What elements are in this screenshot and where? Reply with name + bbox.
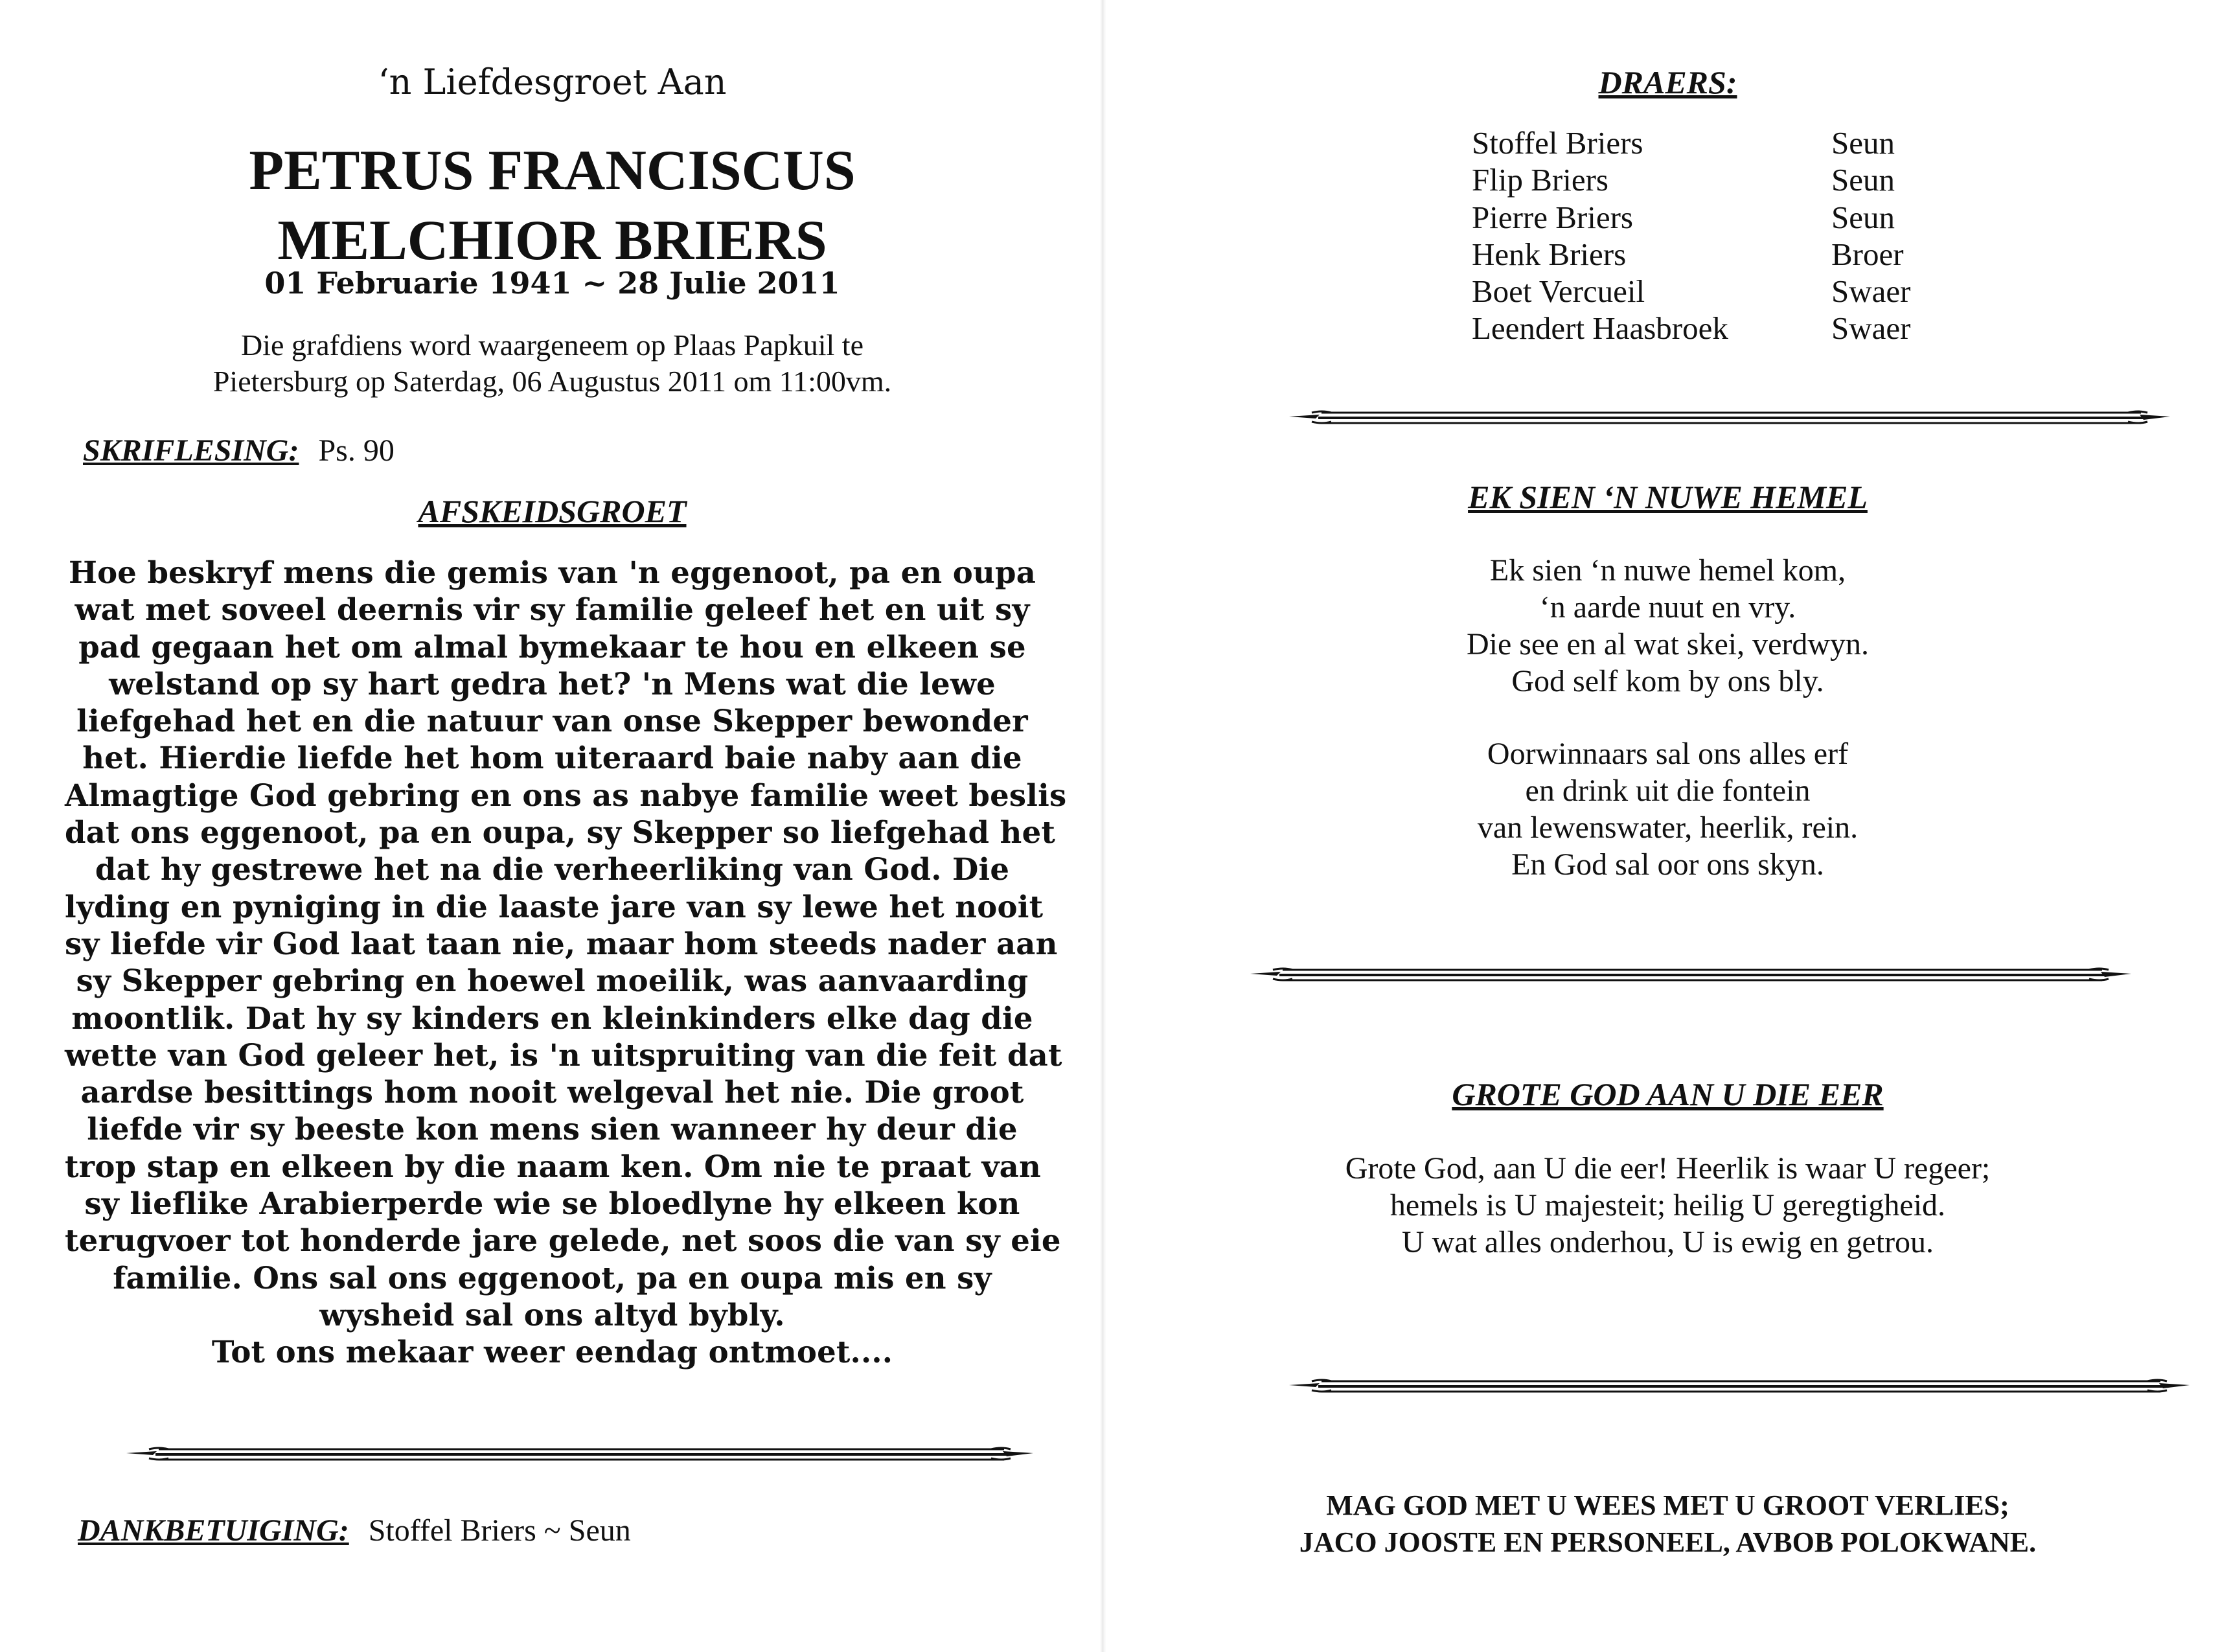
bearer-relation: Swaer <box>1831 310 1911 347</box>
bearer-row <box>1472 310 1910 347</box>
service-line-1: Die grafdiens word waargeneem op Plaas Papkuil te <box>240 328 864 361</box>
hymn1-line: God self kom by ons bly. <box>1511 664 1824 698</box>
tribute-line: liefde vir sy beeste kon mens sien wanneer hy deur die <box>87 1111 1018 1147</box>
ornament-divider-icon <box>1286 1367 2193 1406</box>
hymn2-line: U wat alles onderhou, U is ewig en getrou. <box>1401 1225 1934 1259</box>
hymn2-title: GROTE GOD AAN U DIE EER <box>1452 1076 1884 1112</box>
bearer-relation: Seun <box>1831 125 1895 161</box>
ornament-divider-icon <box>1247 956 2134 994</box>
tribute-line: wysheid sal ons altyd bybly. <box>319 1296 785 1333</box>
scripture-label: SKRIFLESING: <box>83 433 299 468</box>
bearer-name: Pierre Briers <box>1472 199 1633 235</box>
bearer-name: Stoffel Briers <box>1472 125 1643 161</box>
deceased-name <box>0 136 1104 276</box>
tribute-text <box>65 554 1067 1371</box>
life-dates: 01 Februarie 1941 ~ 28 Julie 2011 <box>264 266 840 301</box>
bearer-name: Henk Briers <box>1472 236 1627 272</box>
greeting-line: ‘n Liefdesgroet Aan <box>378 62 727 102</box>
tribute-line: aardse besittings hom nooit welgeval het nie. Die groot <box>80 1074 1024 1110</box>
tribute-line: familie. Ons sal ons eggenoot, pa en oupa mis en sy <box>113 1259 992 1296</box>
service-details <box>0 327 1104 400</box>
tribute-line: het. Hierdie liefde het hom uiteraard baie naby aan die <box>82 740 1022 776</box>
hymn2-text <box>1104 1150 2231 1261</box>
thanks-value: Stoffel Briers ~ Seun <box>368 1513 631 1548</box>
hymn1-title: EK SIEN ‘N NUWE HEMEL <box>1468 479 1868 515</box>
closing-message <box>1104 1487 2231 1561</box>
tribute-line: moontlik. Dat hy sy kinders en kleinkinders elke dag die <box>71 1000 1033 1036</box>
bearer-name: Leendert Haasbroek <box>1472 310 1728 347</box>
hymn1-line: ‘n aarde nuut en vry. <box>1539 590 1796 625</box>
bearer-row <box>1472 273 1910 310</box>
bearer-row <box>1472 161 1910 198</box>
name-line-2: MELCHIOR BRIERS <box>277 209 827 272</box>
hymn1-line: van lewenswater, heerlik, rein. <box>1477 810 1859 845</box>
acknowledgement <box>78 1513 631 1548</box>
stanza-gap <box>1104 700 2231 735</box>
hymn1-line: Die see en al wat skei, verdwyn. <box>1466 627 1870 661</box>
hymn1-line: en drink uit die fontein <box>1525 774 1811 808</box>
scripture-value: Ps. 90 <box>318 433 395 468</box>
closing-line-1: MAG GOD MET U WEES MET U GROOT VERLIES; <box>1326 1489 2009 1521</box>
tribute-line: sy liefde vir God laat taan nie, maar hom steeds nader aan <box>65 925 1058 961</box>
tribute-line: wette van God geleer het, is 'n uitspruiting van die feit dat <box>65 1037 1062 1073</box>
tribute-line: Almagtige God gebring en ons as nabye familie weet beslis <box>65 777 1067 813</box>
bearer-relation: Seun <box>1831 162 1895 198</box>
tribute-line: wat met soveel deernis vir sy familie geleef het en uit sy <box>74 591 1030 628</box>
tribute-line: sy Skepper gebring en hoewel moeilik, was aanvaarding <box>76 963 1029 999</box>
tribute-line: sy lieflike Arabierperde wie se bloedlyne hy elkeen kon <box>84 1186 1020 1222</box>
tribute-line: Hoe beskryf mens die gemis van 'n eggenoot, pa en oupa <box>68 555 1036 590</box>
tribute-line: Tot ons mekaar weer eendag ontmoet.... <box>211 1334 893 1370</box>
tribute-line: dat ons eggenoot, pa en oupa, sy Skepper so liefgehad het <box>65 814 1056 851</box>
tribute-line: dat hy gestrewe het na die verheerliking van God. Die <box>95 851 1010 888</box>
tribute-line: welstand op sy hart gedra het? 'n Mens wat die lewe <box>109 665 996 702</box>
scripture-reading <box>83 433 395 468</box>
tribute-line: trop stap en elkeen by die naam ken. Om nie te praat van <box>65 1148 1042 1184</box>
bearers-list <box>1472 124 1910 347</box>
closing-line-2: JACO JOOSTE EN PERSONEEL, AVBOB POLOKWANE. <box>1299 1526 2037 1558</box>
name-line-1: PETRUS FRANCISCUS <box>249 139 856 202</box>
tribute-title: AFSKEIDSGROET <box>418 493 687 529</box>
thanks-label: DANKBETUIGING: <box>78 1513 349 1548</box>
bearer-relation: Broer <box>1831 236 1904 272</box>
bearer-row <box>1472 236 1910 273</box>
tribute-line: lyding en pyniging in die laaste jare van sy lewe het nooit <box>65 888 1044 924</box>
service-line-2: Pietersburg op Saterdag, 06 Augustus 2011 om 11:00vm. <box>212 365 892 398</box>
tribute-line: pad gegaan het om almal bymekaar te hou en elkeen se <box>78 628 1026 665</box>
bearers-title: DRAERS: <box>1598 64 1737 100</box>
hymn1-line: Oorwinnaars sal ons alles erf <box>1487 737 1849 771</box>
bearer-relation: Seun <box>1831 199 1895 235</box>
hymn1-line: En God sal oor ons skyn. <box>1511 847 1824 882</box>
hymn1-line: Ek sien ‘n nuwe hemel kom, <box>1489 553 1846 588</box>
hymn2-line: hemels is U majesteit; heilig U geregtigheid. <box>1390 1188 1946 1222</box>
tribute-line: terugvoer tot honderde jare gelede, net soos die van sy eie <box>65 1222 1061 1259</box>
bearer-row <box>1472 124 1910 161</box>
bearer-name: Boet Vercueil <box>1472 273 1645 310</box>
bearer-row <box>1472 199 1910 236</box>
ornament-divider-icon <box>123 1435 1036 1474</box>
hymn2-line: Grote God, aan U die eer! Heerlik is waar U regeer; <box>1345 1151 1991 1186</box>
tribute-line: liefgehad het en die natuur van onse Skepper bewonder <box>76 703 1028 739</box>
hymn1-text <box>1104 552 2231 883</box>
bearer-name: Flip Briers <box>1472 162 1608 198</box>
bearer-relation: Swaer <box>1831 273 1911 310</box>
ornament-divider-icon <box>1286 398 2173 437</box>
